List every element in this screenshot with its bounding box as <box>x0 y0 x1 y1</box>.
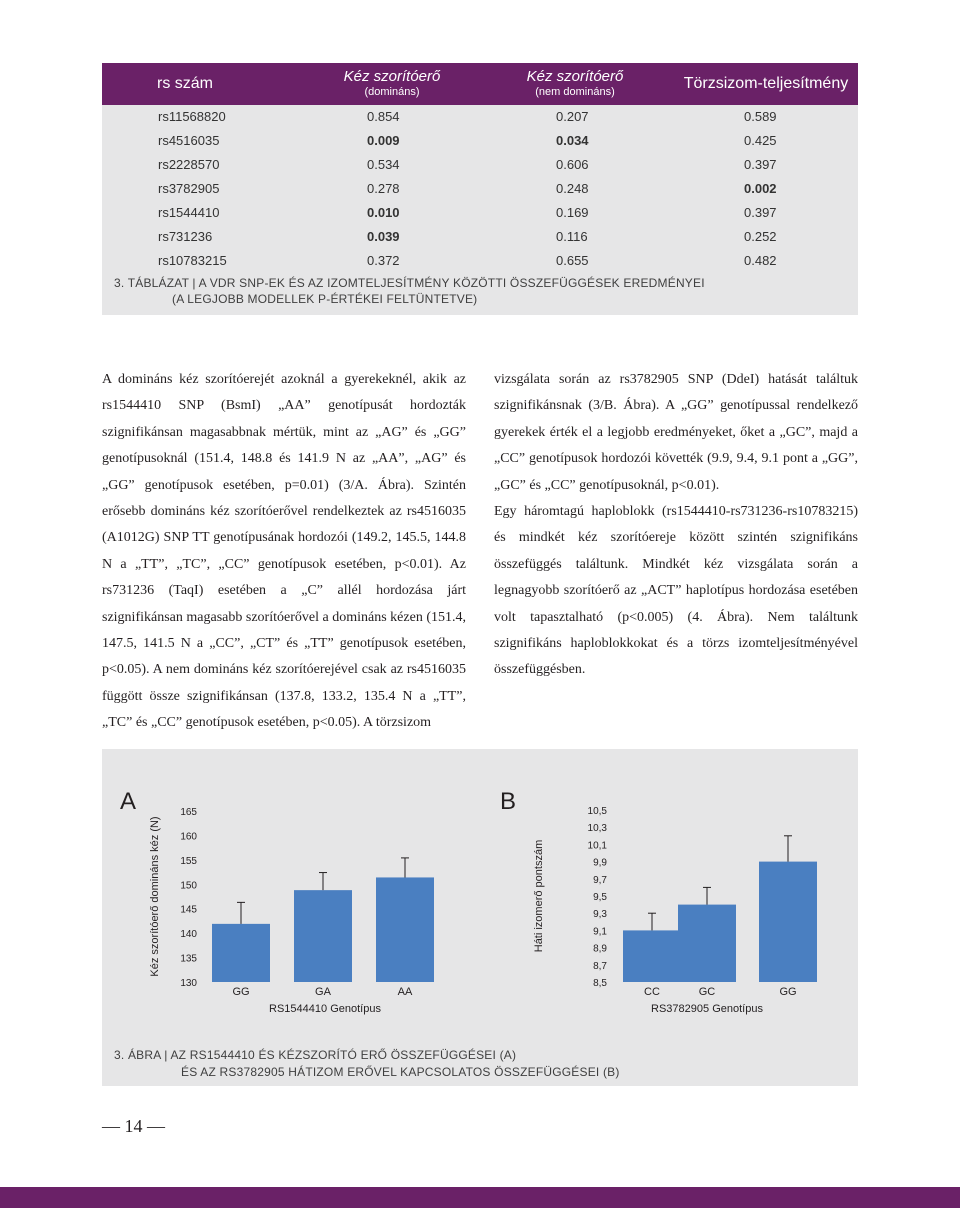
cell-trunk: 0.397 <box>744 157 777 172</box>
body-text-left <box>102 367 466 737</box>
paragraph: Egy háromtagú haploblokk (rs1544410-rs731236-rs10783215) és mindkét kéz szorítóereje között szintén szignifikáns összefüggés találtunk. Mindkét kéz vizsgálata során a legnagyobb szorítóerő az „ACT” haplotípus hordozása esetében volt tapasztalható (p<0.005) (4. Ábra). Nem találtunk szignifikáns haploblokkokat és a törzs izomteljesítményével összefüggésben. <box>494 504 858 678</box>
y-tick-label: 150 <box>180 880 197 892</box>
cell-dominant: 0.372 <box>367 253 400 268</box>
table-row <box>102 201 858 225</box>
y-tick-label: 155 <box>180 855 197 867</box>
x-axis-label: RS1544410 Genotípus <box>269 1003 381 1015</box>
x-axis-label: RS3782905 Genotípus <box>651 1003 763 1015</box>
cell-rs: rs1544410 <box>158 205 220 220</box>
cell-nondominant: 0.034 <box>556 133 589 148</box>
figure-caption <box>114 1047 854 1081</box>
bar <box>294 890 352 982</box>
panel-letter: B <box>500 788 517 815</box>
cell-dominant: 0.009 <box>367 133 400 148</box>
category-label: CC <box>644 986 660 998</box>
cell-nondominant: 0.655 <box>556 253 589 268</box>
panel-letter: A <box>120 788 137 815</box>
y-tick-label: 10,1 <box>587 840 607 852</box>
cell-rs: rs731236 <box>158 229 213 244</box>
category-label: GA <box>315 986 331 998</box>
y-tick-label: 145 <box>180 904 197 916</box>
figure-box <box>102 749 858 1086</box>
category-label: GG <box>232 986 250 998</box>
table-row <box>102 153 858 177</box>
bar <box>376 877 434 982</box>
cell-nondominant: 0.116 <box>556 229 588 244</box>
y-tick-label: 9,7 <box>593 874 607 886</box>
y-tick-label: 9,9 <box>593 857 607 869</box>
cell-rs: rs2228570 <box>158 157 220 172</box>
cell-dominant: 0.854 <box>367 109 400 124</box>
cell-dominant: 0.010 <box>367 205 400 220</box>
paragraph: vizsgálata során az rs3782905 SNP (DdeI) hatását találtuk szignifikánsnak (3/B. Ábra). A „GG” genotípussal rendelkező gyerekek érték el a legjobb eredményeket, őket a „GC”, majd a „CC” genotípusok hordozói követték (9.9, 9.4, 9.1 pont a „GG”, „GC” és „CC” genotípusoknál, p<0.01). <box>494 372 858 493</box>
page-number: — 14 — <box>102 1116 165 1136</box>
cell-nondominant: 0.207 <box>556 109 589 124</box>
cell-dominant: 0.534 <box>367 157 400 172</box>
y-tick-label: 9,3 <box>593 909 607 921</box>
table-row <box>102 225 858 249</box>
cell-rs: rs3782905 <box>158 181 220 196</box>
table-caption-line2: (A LEGJOBB MODELLEK P-ÉRTÉKEI FELTÜNTETVE) <box>172 292 478 306</box>
y-tick-label: 160 <box>180 831 197 843</box>
cell-trunk: 0.482 <box>744 253 777 268</box>
header-dominant-sub: (domináns) <box>364 86 420 98</box>
header-dominant <box>312 68 472 98</box>
y-axis-label: Háti izomerő pontszám <box>533 839 545 953</box>
cell-nondominant: 0.606 <box>556 157 589 172</box>
cell-dominant: 0.278 <box>367 181 400 196</box>
bar <box>212 924 270 982</box>
cell-rs: rs11568820 <box>158 109 226 124</box>
category-label: GG <box>779 986 797 998</box>
cell-dominant: 0.039 <box>367 229 400 244</box>
header-dominant-main: Kéz szorítóerő <box>343 68 441 85</box>
y-tick-label: 140 <box>180 929 197 941</box>
cell-trunk: 0.397 <box>744 205 777 220</box>
table-row <box>102 249 858 273</box>
y-tick-label: 135 <box>180 953 197 965</box>
cell-nondominant: 0.248 <box>556 181 589 196</box>
y-tick-label: 10,5 <box>587 806 607 817</box>
y-tick-label: 165 <box>180 807 197 818</box>
category-label: AA <box>397 986 413 998</box>
y-tick-label: 8,9 <box>593 943 607 955</box>
figure-caption-line2: ÉS AZ RS3782905 HÁTIZOM ERŐVEL KAPCSOLATOS ÖSSZEFÜGGÉSEI (B) <box>181 1065 620 1079</box>
header-nondominant-main: Kéz szorítóerő <box>526 68 624 85</box>
cell-trunk: 0.589 <box>744 109 777 124</box>
cell-trunk: 0.425 <box>744 133 777 148</box>
header-nondominant <box>495 68 655 98</box>
cell-rs: rs4516035 <box>158 133 220 148</box>
cell-rs: rs10783215 <box>158 253 227 268</box>
bar <box>623 930 681 982</box>
y-tick-label: 9,1 <box>593 926 607 938</box>
y-axis-label: Kéz szorítóerő domináns kéz (N) <box>149 816 161 977</box>
y-tick-label: 130 <box>180 978 197 989</box>
y-tick-label: 8,5 <box>593 978 607 989</box>
table-caption-line1: 3. TÁBLÁZAT | A VDR SNP-EK ÉS AZ IZOMTELJESÍTMÉNY KÖZÖTTI ÖSSZEFÜGGÉSEK EREDMÉNYEI <box>114 276 705 290</box>
body-text-right <box>494 367 858 684</box>
header-rs: rs szám <box>157 75 213 92</box>
header-nondominant-sub: (nem domináns) <box>535 86 615 98</box>
cell-nondominant: 0.169 <box>556 205 589 220</box>
table-row <box>102 105 858 129</box>
bar <box>759 862 817 982</box>
header-trunk: Törzsizom-teljesítmény <box>683 75 849 92</box>
paragraph: A domináns kéz szorítóerejét azoknál a gyerekeknél, akik az rs1544410 SNP (BsmI) „AA” genotípusát hordozták szignifikánsan magasabbnak mértük, mint az „AG” és „GG” genotípusoknál (151.4, 148.8 és 141.9 N az „AA”, „AG” és „GG” genotípusok esetében, p=0.01) (3/A. Ábra). Szintén erősebb domináns kéz szorítóerővel rendelkeztek az rs4516035 (A1012G) SNP TT genotípusának hordozói (149.2, 145.5, 144.8 N a „TT”, „TC”, „CC” genotípusok esetében, p<0.01). Az rs731236 (TaqI) esetében a „C” allél hordozása járt szignifikánsan magasabb szorítóerővel a domináns kézen (151.4, 147.5, 141.5 N a „CC”, „CT” és „TT” genotípusok esetében, p<0.05). A nem domináns kéz szorítóerejével csak az rs4516035 függött össze szignifikánsan (137.8, 133.2, 135.4 N a „TT”, „TC” és „CC” genotípusok esetében, p<0.05). A törzsizom <box>102 372 466 731</box>
category-label: GC <box>698 986 716 998</box>
footer-bar <box>0 1187 960 1208</box>
y-tick-label: 8,7 <box>593 960 607 972</box>
bar <box>678 905 736 982</box>
cell-trunk: 0.252 <box>744 229 777 244</box>
table-row <box>102 129 858 153</box>
table-row <box>102 177 858 201</box>
y-tick-label: 9,5 <box>593 892 607 903</box>
figure-charts <box>102 749 858 1049</box>
y-tick-label: 10,3 <box>587 823 607 835</box>
table-header <box>102 63 858 105</box>
cell-trunk: 0.002 <box>744 181 777 196</box>
results-table <box>102 63 858 315</box>
table-caption <box>114 275 854 307</box>
figure-caption-line1: 3. ÁBRA | AZ RS1544410 ÉS KÉZSZORÍTÓ ERŐ ÖSSZEFÜGGÉSEI (A) <box>114 1048 517 1062</box>
